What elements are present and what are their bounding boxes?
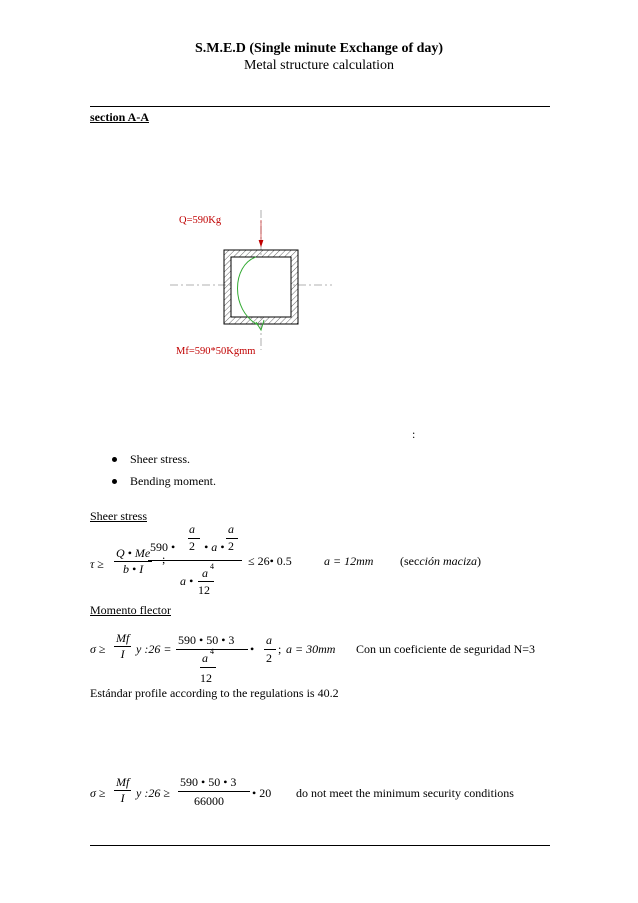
- momento-a-den: 2: [266, 651, 272, 665]
- momento-den-a: a: [202, 651, 208, 665]
- sheer-frac1-num: Q • Me: [116, 546, 151, 560]
- momento-lhs: σ ≥: [90, 642, 106, 656]
- momento-frac-num: Mf: [116, 631, 130, 645]
- sheer-den-frac-line: [198, 581, 214, 582]
- footer-divider: [90, 845, 550, 846]
- sheer-frac1-den: b • I: [123, 562, 144, 576]
- sheer-main-frac-line: [148, 560, 242, 561]
- stray-colon: :: [412, 427, 416, 441]
- sheer-frac1: [114, 546, 152, 577]
- momento-den-12: 12: [200, 671, 212, 685]
- final-mid: y :26 ≥: [136, 786, 170, 800]
- standard-profile-text: Estándar profile according to the regulations is 40.2: [90, 686, 339, 700]
- sheer-num-590: 590 •: [150, 540, 176, 554]
- sheer-note-ital: ción maciza: [419, 554, 477, 568]
- section-heading: section A-A: [90, 110, 149, 124]
- final-num: 590 • 50 • 3: [180, 775, 237, 789]
- sheer-num-a2: • a •: [204, 540, 225, 554]
- momento-num: 590 • 50 • 3: [178, 633, 235, 647]
- sheer-rhs: ≤ 26• 0.5: [248, 554, 292, 568]
- sheer-lhs: τ ≥: [90, 557, 104, 571]
- final-frac-den: I: [120, 791, 125, 805]
- momento-frac-den: I: [120, 647, 125, 661]
- momento-formula: [90, 625, 610, 687]
- sheer-den-exp: 4: [210, 562, 214, 571]
- momento-a-num: a: [266, 633, 272, 647]
- momento-eq: a = 30mm: [286, 642, 336, 656]
- sheer-stress-heading: Sheer stress: [90, 509, 147, 523]
- topics-list: [112, 452, 216, 496]
- sheer-note-pre: (sec: [400, 554, 420, 568]
- sheer-num-a3: a: [228, 522, 234, 536]
- sheer-note: [400, 554, 481, 569]
- final-rhs: • 20: [252, 786, 272, 800]
- document-subtitle: Metal structure calculation: [243, 58, 395, 73]
- list-item: Sheer stress.: [112, 452, 216, 474]
- momento-heading: Momento flector: [90, 603, 171, 617]
- final-formula: [90, 772, 610, 822]
- load-label: Q=590Kg: [179, 215, 222, 226]
- momento-note: Con un coeficiente de seguridad N=3: [356, 642, 536, 656]
- sheer-stress-formula: [90, 522, 610, 598]
- tube-inner: [231, 257, 291, 317]
- sheer-sep: ;: [162, 552, 166, 566]
- momento-dot: •: [250, 642, 255, 656]
- sheer-num-2a: 2: [189, 539, 195, 553]
- momento-a-line: [264, 649, 276, 650]
- sheer-num-a: a: [189, 522, 195, 536]
- momento-frac: [114, 631, 131, 662]
- momento-mid: y :26 =: [136, 642, 172, 656]
- sheer-note-post: ): [476, 554, 481, 568]
- momento-semi: ;: [278, 642, 282, 656]
- final-lhs: σ ≥: [90, 786, 106, 800]
- moment-label: Mf=590*50Kgmm: [176, 346, 256, 357]
- list-item: Bending moment.: [112, 474, 216, 496]
- sheer-num-2b: 2: [228, 539, 234, 553]
- sheer-eq: a = 12mm: [324, 554, 374, 568]
- sheer-den-a: a •: [180, 574, 194, 588]
- final-frac: [114, 775, 131, 806]
- momento-den-exp: 4: [210, 647, 214, 656]
- final-note: do not meet the minimum security conditions: [296, 786, 514, 800]
- final-den: 66000: [194, 794, 224, 808]
- sheer-den-a4: a: [202, 566, 208, 580]
- final-frac-line: [178, 791, 250, 792]
- final-frac-num: Mf: [116, 775, 130, 789]
- document-title: S.M.E.D (Single minute Exchange of day): [194, 41, 444, 56]
- header-divider: [90, 106, 550, 107]
- sheer-den-12: 12: [198, 583, 210, 597]
- momento-den-line: [200, 667, 216, 668]
